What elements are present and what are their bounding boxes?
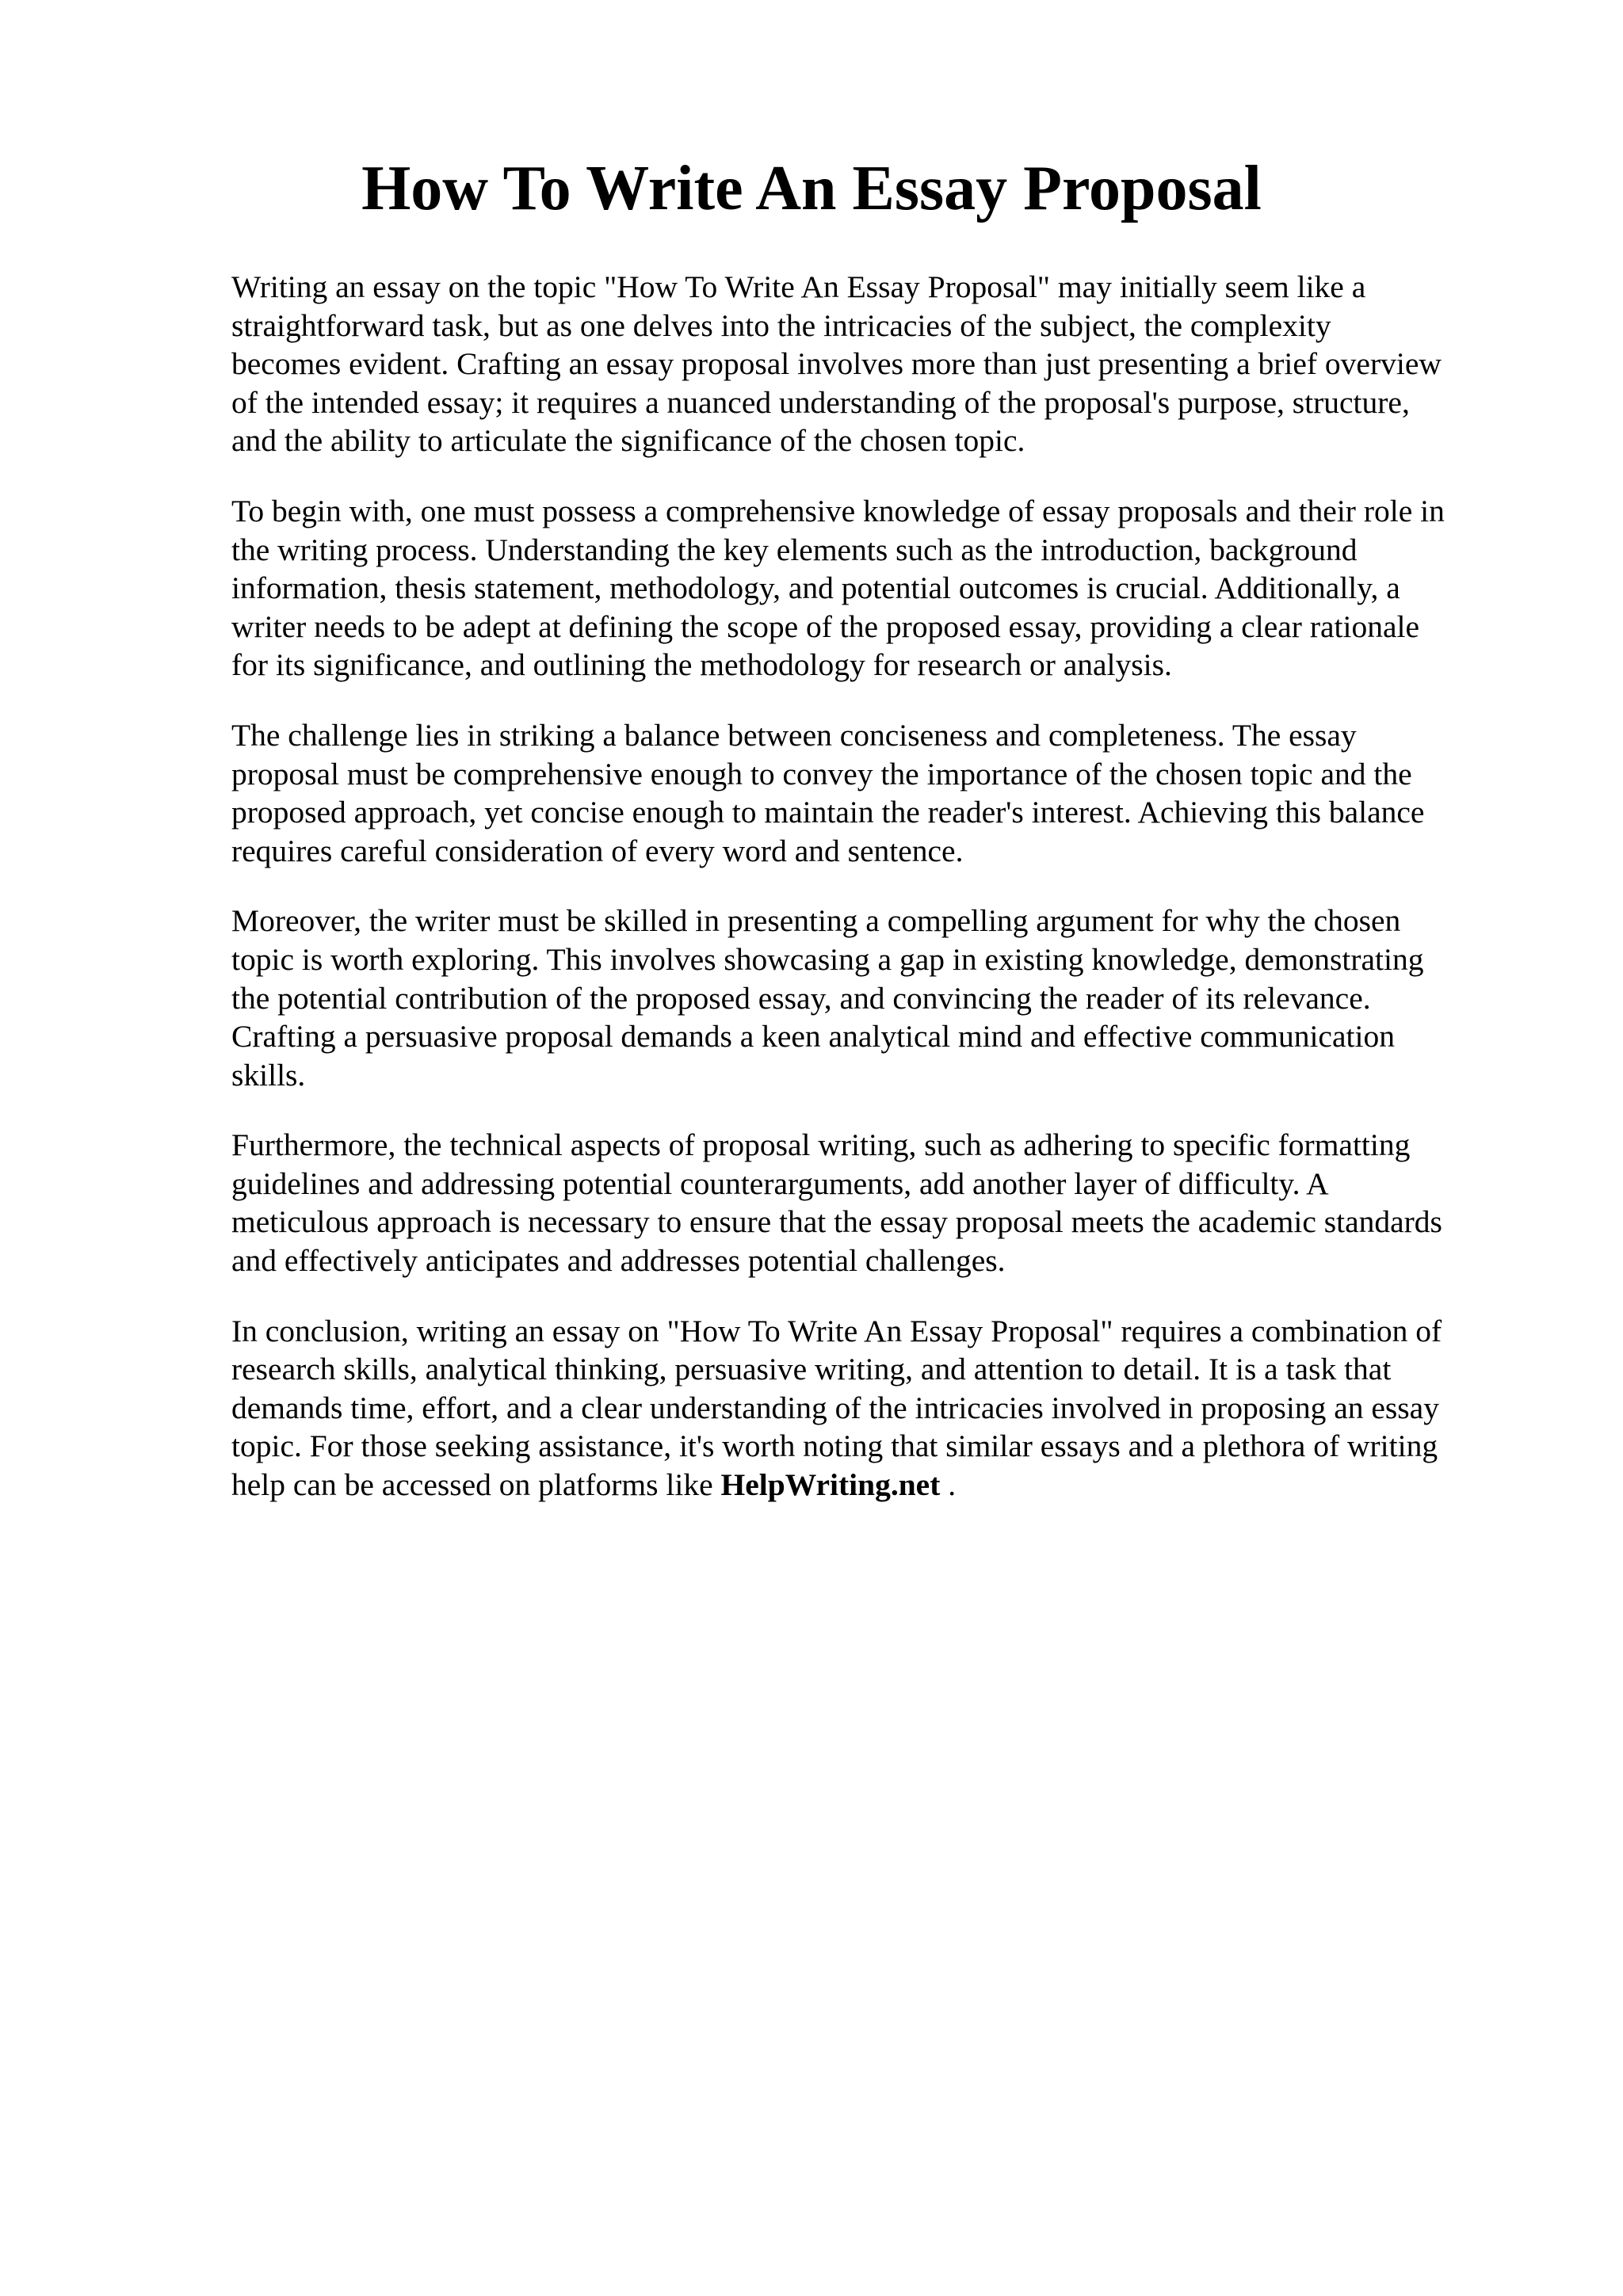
paragraph-line: information, thesis statement, methodology, and potential outcomes is crucial. Additionally, a [231,570,1400,606]
paragraph-line: The challenge lies in striking a balance between conciseness and completeness. The essay [231,717,1357,753]
paragraph-line: research skills, analytical thinking, persuasive writing, and attention to detail. It is a task that [231,1352,1392,1387]
paragraph-last-line [231,1466,1515,1505]
paragraph-line: skills. [231,1057,306,1093]
paragraph-4 [231,902,1515,1094]
paragraph-line: becomes evident. Crafting an essay proposal involves more than just presenting a brief overview [231,346,1442,382]
paragraph-line: topic. For those seeking assistance, it's worth noting that similar essays and a plethora of writing [231,1428,1438,1464]
paragraph-line: proposal must be comprehensive enough to convey the importance of the chosen topic and the [231,756,1412,791]
document-body [231,268,1515,1536]
paragraph-line: Moreover, the writer must be skilled in presenting a compelling argument for why the chosen [231,903,1401,939]
paragraph-1 [231,268,1515,460]
paragraph-line: for its significance, and outlining the methodology for research or analysis. [231,647,1172,683]
paragraph-line: requires careful consideration of every word and sentence. [231,833,964,868]
paragraph-5 [231,1126,1515,1280]
paragraph-line: topic is worth exploring. This involves showcasing a gap in existing knowledge, demonstrating [231,941,1424,977]
paragraph-2 [231,492,1515,685]
paragraph-line: meticulous approach is necessary to ensure that the essay proposal meets the academic standards [231,1204,1442,1240]
paragraph-line: Crafting a persuasive proposal demands a keen analytical mind and effective communication [231,1019,1395,1055]
paragraph-6 [231,1312,1515,1505]
paragraph-line: the writing process. Understanding the key elements such as the introduction, background [231,532,1358,567]
paragraph-3 [231,716,1515,870]
paragraph-line: In conclusion, writing an essay on "How To Write An Essay Proposal" requires a combination of [231,1313,1442,1348]
paragraph-line: To begin with, one must possess a comprehensive knowledge of essay proposals and their role in [231,493,1445,528]
paragraph-line: writer needs to be adept at defining the scope of the proposed essay, providing a clear rationale [231,608,1419,644]
paragraph-line: straightforward task, but as one delves into the intricacies of the subject, the complexity [231,307,1331,343]
paragraph-line: the potential contribution of the proposed essay, and convincing the reader of its relevance. [231,980,1371,1016]
paragraph-line: guidelines and addressing potential counterarguments, add another layer of difficulty. A [231,1165,1329,1201]
document-title: How To Write An Essay Proposal [361,154,1262,223]
paragraph-line: Furthermore, the technical aspects of proposal writing, such as adhering to specific formatting [231,1127,1411,1163]
paragraph-line: and effectively anticipates and addresses potential challenges. [231,1243,1006,1279]
paragraph-line-prefix: help can be accessed on platforms like [231,1467,721,1503]
paragraph-line: demands time, effort, and a clear understanding of the intricacies involved in proposing an essay [231,1390,1439,1425]
paragraph-line: Writing an essay on the topic "How To Write An Essay Proposal" may initially seem like a [231,269,1366,304]
helpwriting-brand-name: HelpWriting.net [720,1467,941,1503]
paragraph-line: of the intended essay; it requires a nuanced understanding of the proposal's purpose, structure, [231,384,1410,420]
paragraph-line: and the ability to articulate the significance of the chosen topic. [231,423,1025,459]
paragraph-line-suffix: . [940,1467,957,1503]
paragraph-line: proposed approach, yet concise enough to maintain the reader's interest. Achieving this balance [231,795,1425,830]
